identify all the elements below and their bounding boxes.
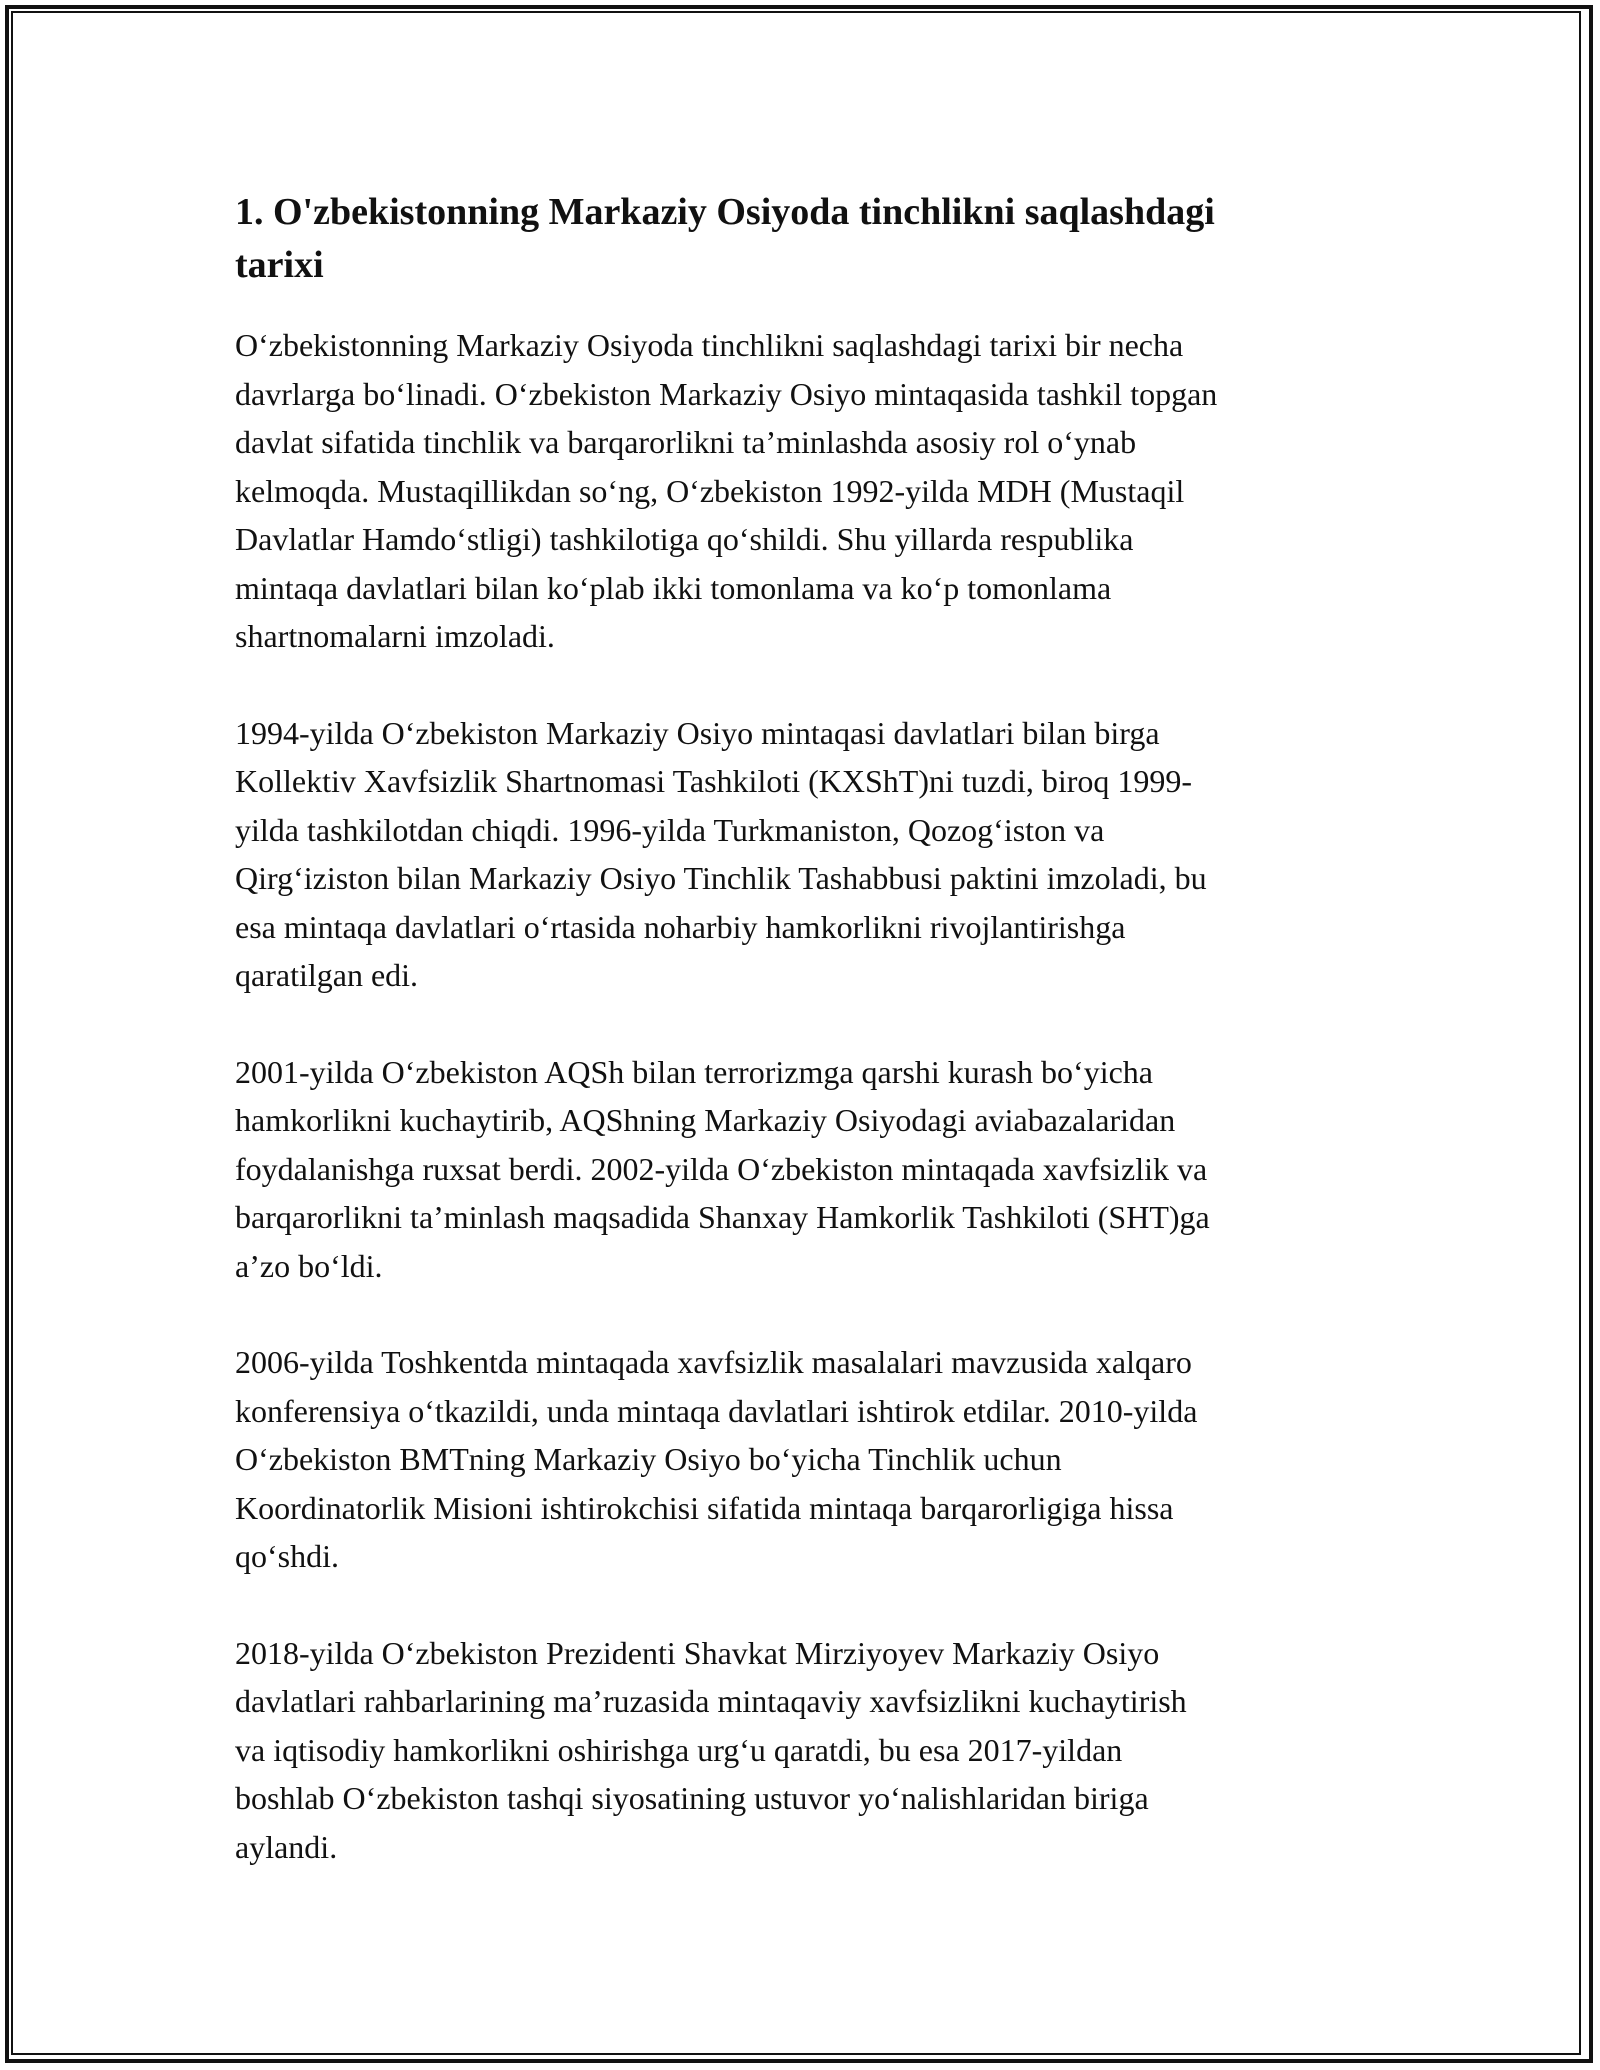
paragraph <box>235 1048 1365 1291</box>
text-line: yilda tashkilotdan chiqdi. 1996-yilda Turkmaniston, Qozog‘iston va <box>235 811 1105 848</box>
text-line: hamkorlikni kuchaytirib, AQShning Markaziy Osiyodagi aviabazalaridan <box>235 1102 1176 1138</box>
text-line: 2001-yilda O‘zbekiston AQSh bilan terrorizmga qarshi kurash bo‘yicha <box>235 1053 1153 1090</box>
text-line: 2018-yilda O‘zbekiston Prezidenti Shavkat Mirziyoyev Markaziy Osiyo <box>235 1634 1160 1671</box>
text-line: 2006-yilda Toshkentda mintaqada xavfsizlik masalalari mavzusida xalqaro <box>235 1344 1192 1380</box>
heading-line: 1. O'zbekistonning Markaziy Osiyoda tinchlikni saqlashdagi <box>235 191 1215 233</box>
text-line: va iqtisodiy hamkorlikni oshirishga urg‘u qaratdi, bu esa 2017-yildan <box>235 1731 1123 1768</box>
text-line: aylandi. <box>235 1828 338 1865</box>
text-line: 1994-yilda O‘zbekiston Markaziy Osiyo mintaqasi davlatlari bilan birga <box>235 714 1160 751</box>
text-line: O‘zbekiston BMTning Markaziy Osiyo bo‘yicha Tinchlik uchun <box>235 1441 1062 1477</box>
paragraph <box>235 709 1365 1000</box>
text-line: foydalanishga ruxsat berdi. 2002-yilda O‘zbekiston mintaqada xavfsizlik va <box>235 1150 1208 1187</box>
text-line: davlat sifatida tinchlik va barqarorlikni ta’minlashda asosiy rol o‘ynab <box>235 424 1137 460</box>
text-line: shartnomalarni imzoladi. <box>235 618 555 654</box>
heading-line: tarixi <box>235 244 324 286</box>
text-line: Davlatlar Hamdo‘stligi) tashkilotiga qo‘shildi. Shu yillarda respublika <box>235 521 1134 557</box>
text-line: esa mintaqa davlatlari o‘rtasida noharbiy hamkorlikni rivojlantirishga <box>235 908 1126 945</box>
section-heading <box>235 186 1365 292</box>
text-line: barqarorlikni ta’minlash maqsadida Shanxay Hamkorlik Tashkiloti (SHT)ga <box>235 1199 1210 1235</box>
text-line: boshlab O‘zbekiston tashqi siyosatining ustuvor yo‘nalishlaridan biriga <box>235 1780 1149 1816</box>
paragraph <box>235 321 1365 661</box>
text-line: qo‘shdi. <box>235 1538 339 1574</box>
text-line: qaratilgan edi. <box>235 957 419 993</box>
text-line: Koordinatorlik Misioni ishtirokchisi sifatida mintaqa barqarorligiga hissa <box>235 1489 1174 1526</box>
text-line: a’zo bo‘ldi. <box>235 1247 383 1284</box>
text-line: Kollektiv Xavfsizlik Shartnomasi Tashkiloti (KXShT)ni tuzdi, biroq 1999- <box>235 763 1193 799</box>
text-line: O‘zbekistonning Markaziy Osiyoda tinchlikni saqlashdagi tarixi bir necha <box>235 327 1184 363</box>
paragraph <box>235 1338 1365 1581</box>
text-line: kelmoqda. Mustaqillikdan so‘ng, O‘zbekiston 1992-yilda MDH (Mustaqil <box>235 472 1185 509</box>
paragraph <box>235 1629 1365 1872</box>
text-line: davrlarga bo‘linadi. O‘zbekiston Markaziy Osiyo mintaqasida tashkil topgan <box>235 375 1218 412</box>
text-line: konferensiya o‘tkazildi, unda mintaqa davlatlari ishtirok etdilar. 2010-yilda <box>235 1392 1198 1429</box>
text-line: mintaqa davlatlari bilan ko‘plab ikki tomonlama va ko‘p tomonlama <box>235 569 1112 606</box>
document-body <box>235 186 1365 1871</box>
text-line: davlatlari rahbarlarining ma’ruzasida mintaqaviy xavfsizlikni kuchaytirish <box>235 1683 1187 1719</box>
text-line: Qirg‘iziston bilan Markaziy Osiyo Tinchlik Tashabbusi paktini imzoladi, bu <box>235 860 1207 896</box>
